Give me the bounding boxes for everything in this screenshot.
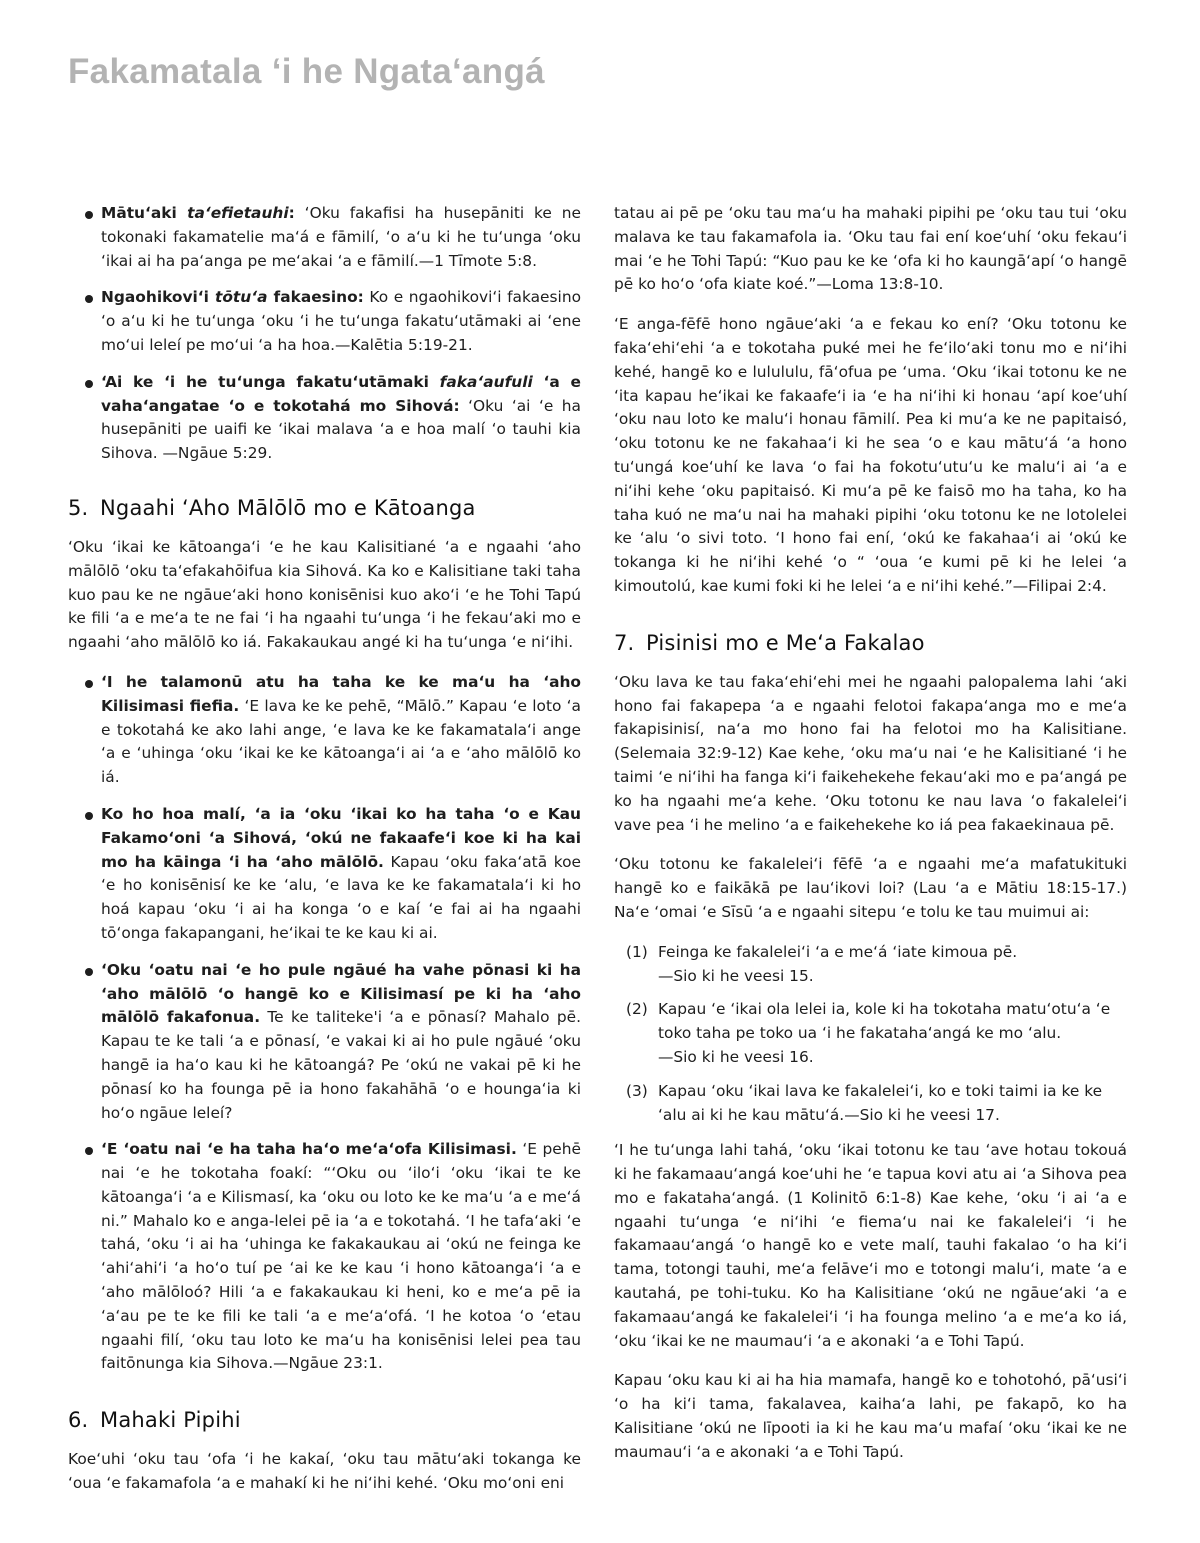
bullet-text: Kapau ʻoku fakaʻatā koe ʻe ho konisēnisí ke ke ʻalu, ʻe lava ke ke fakamatalaʻi ki ho hoá kapau ʻoku ʻi ai ha konga ʻo e kaí ʻe fai ai ha ngaahi tōʻonga fakapangani, heʻikai te ke kau ki ai. — [101, 852, 581, 942]
step-text: Kapau ʻe ʻikai ola lelei ia, kole ki ha tokotaha matuʻotuʻa ʻe toko taha pe toko ua ʻi he fakatahaʻangá ke mo ʻalu. — [658, 1000, 1111, 1043]
section-heading-5: 5. Ngaahi ʻAho Mālōlō mo e Kātoanga — [68, 495, 476, 520]
paragraph: tatau ai pē pe ʻoku tau maʻu ha mahaki pipihi pe ʻoku tau tui ʻoku malava ke tau fakamafola ia. ʻOku tau fai ení koeʻuhí ʻoku fekauʻi mai ʻe he Tohi Tapú: “Kuo pau ke ke ʻofa ki ho kaungāʻapí ʻo hangē pē ko hoʻo ʻofa kiate koé.”—Loma 13:8-10. — [614, 204, 1127, 294]
paragraph: ʻOku totonu ke fakaleleiʻi fēfē ʻa e ngaahi meʻa mafatukituki hangē ko e faikākā pe lauʻikovi loi? (Lau ʻa e Mātiu 18:15-17.) Naʻe ʻomai ʻe Sīsū ʻa e ngaahi sitepu ʻe tolu ke tau muimui ai: — [614, 855, 1127, 921]
bullet-item — [68, 803, 581, 946]
right-column — [614, 202, 1127, 1481]
bullet-item — [68, 371, 581, 466]
bullet-text: ʻE pehē nai ʻe he tokotaha foakí: “ʻOku ou ʻiloʻi ʻoku ʻikai te ke kātoangaʻi ʻa e Kilismasí, ka ʻoku ou loto ke ke maʻu ʻa e meʻá ni.” Mahalo ko e anga-lelei pē ia ʻa e tokotahá. ʻI he tafaʻaki ʻe tahá, ʻoku ʻi ai ha ʻuhinga ke fakakaukau ai ʻokú ne feinga ke ʻahiʻahiʻi ʻa hoʻo tuí pe ʻai ke ke kau ʻi hono kātoangaʻi ʻa e ʻaho mālōloó? Hili ʻa e fakakaukau ki heni, ko e meʻa pē ia ʻaʻau pe te ke fili ke tali ʻa e meʻaʻofá. ʻI he kotoa ʻo ʻetau ngaahi filí, ʻoku tau loto ke maʻu ha konisēnisi lelei pea tau faitōnunga kia Sihova.—Ngāue 23:1. — [101, 1140, 581, 1373]
step-reference: —Sio ki he veesi 15. — [658, 966, 814, 985]
bullet-lead: ʻE ʻoatu nai ʻe ha taha haʻo meʻaʻofa Kilisimasi. — [101, 1140, 517, 1159]
bullet-lead: Ko ho hoa malí, ʻa ia ʻoku ʻikai ko ha taha ʻo e Kau Fakamoʻoni ʻa Sihová, ʻokú ne fakaafeʻi koe ki ha kai mo ha kāinga ʻi ha ʻaho mālōlō. — [101, 804, 581, 871]
bullet-item — [68, 671, 581, 790]
bullet-item — [68, 202, 581, 273]
intro-bullet-list — [68, 202, 581, 466]
steps-list — [614, 941, 1127, 1128]
bullet-lead: ʻOku ʻoatu nai ʻe ho pule ngāué ha vahe pōnasi ki ha ʻaho mālōlō ʻo hangē ko e Kilisimasí pe ki ha ʻaho mālōlō fakafonua. — [101, 960, 581, 1027]
step-item — [614, 998, 1127, 1069]
paragraph: ʻOku lava ke tau fakaʻehiʻehi mei he ngaahi palopalema lahi ʻaki hono fai fakapepa ʻa e ngaahi felotoi fakapaʻanga mo e meʻa fakapisinisí, naʻa mo hono fai ha felotoi mo ha Kalisitiane. (Selemaia 32:9-12) Kae kehe, ʻoku maʻu nai ʻe he Kalisitiané ʻi he taimi ʻe niʻihi ha fanga kiʻi faikehekehe fekauʻaki mo e paʻangá pe ko ha ngaahi meʻa kehe. ʻOku totonu ke nau lava ʻo fakaleleiʻi vave pea ʻi he melino ʻa e faikehekehe ko iá pea fakaekinaua pē. — [614, 672, 1127, 834]
paragraph: Koeʻuhi ʻoku tau ʻofa ʻi he kakaí, ʻoku tau mātuʻaki tokanga ke ʻoua ʻe fakamafola ʻa e mahakí ki he niʻihi kehé. ʻOku moʻoni eni — [68, 1450, 581, 1493]
bullet-item — [68, 286, 581, 357]
step-number: (3) — [626, 1081, 648, 1100]
paragraph: ʻOku ʻikai ke kātoangaʻi ʻe he kau Kalisitiané ʻa e ngaahi ʻaho mālōlō ʻoku taʻefakahōifua kia Sihová. Ka ko e Kalisitiane taki taha kuo pau ke ne ngāueʻaki hono konisēnisi kuo akoʻi ʻe he Tohi Tapú ke fili ʻa e meʻa te ne fai ʻi ha ngaahi tuʻunga ʻi he fekauʻaki mo e ngaahi ʻaho mālōlō ko iá. Fakakaukau angé ki ha tuʻunga ʻe niʻihi. — [68, 537, 581, 652]
step-item — [614, 941, 1127, 989]
bullet-lead: ʻAi ke ʻi he tuʻunga fakatuʻutāmaki fakaʻaufuli ʻa e vahaʻangatae ʻo e tokotahá mo Sihová: — [101, 372, 582, 415]
bullet-lead: Mātuʻaki taʻefietauhi: — [101, 204, 295, 222]
step-number: (2) — [626, 1000, 648, 1019]
bullet-text: Te ke taliteke'i ʻa e pōnasí? Mahalo pē. Kapau te ke tali ʻa e pōnasí, ʻe vakai ki ai ho pule ngāué ʻoku hangē ia haʻo kau ki he kātoangá? Pe ʻokú ne vakai pē ki he pōnasí ko ha founga pē ia hono fakahāhā ʻo e houngaʻia ki hoʻo ngāue leleí? — [101, 1008, 581, 1122]
bullet-item — [68, 1138, 581, 1376]
section-heading-7: 7. Pisinisi mo e Meʻa Fakalao — [614, 630, 925, 655]
section-heading-6: 6. Mahaki Pipihi — [68, 1408, 241, 1433]
step-item — [614, 1080, 1127, 1128]
step-text: Feinga ke fakaleleiʻi ʻa e meʻá ʻiate kimoua pē. — [658, 942, 1018, 961]
step-reference: —Sio ki he veesi 16. — [658, 1047, 814, 1066]
bullet-text: ʻOku fakafisi ha husepāniti ke ne tokonaki fakamatelie maʻá e fāmilí, ʻo aʻu ki he tuʻunga ʻoku ʻikai ai ha paʻanga pe meʻakai ʻa e fāmilí.—1 Tīmote 5:8. — [101, 204, 582, 270]
paragraph: ʻE anga-fēfē hono ngāueʻaki ʻa e fekau ko ení? ʻOku totonu ke fakaʻehiʻehi ʻa e tokotaha puké mei he feʻiloʻaki tonu mo e niʻihi kehé, hangē ko e lulululu, fāʻofua pe ʻuma. ʻOku ʻikai totonu ke ne ʻita kapau heʻikai ke fakaafeʻi ia ʻe ha niʻihi ki honau ʻapí koeʻuhí ʻoku nau loto ke maluʻi honau fāmilí. Pea ki muʻa ke ne papitaisó, ʻoku totonu ke ne fakahaaʻi ki he sea ʻo e kau mātuʻá ʻa hono tuʻungá koeʻuhí ke lava ʻo fai ha fokotuʻutuʻu ke maluʻi ai ʻa e niʻihi kehe ʻoku papitaisó. Ki muʻa pē ke faisō mo ha taha, ko ha taha kuó ne maʻu nai ha mahaki pipihi ʻoku totonu ke ne lotolelei ke ʻalu ʻo sivi toto. ʻI hono fai ení, ʻokú ke fakahaaʻi ai ʻokú ke tokanga ki he niʻihi kehé ʻo “ ʻoua ʻe kumi pē ki he lelei ʻa kimoutolú, kae kumi foki ki he lelei ʻa e niʻihi kehé.”—Filipai 2:4. — [614, 315, 1127, 595]
holiday-bullet-list — [68, 671, 581, 1376]
bullet-text: ʻOku ʻai ʻe ha husepāniti pe uaifi ke ʻikai malava ʻa e hoa malí ʻo tauhi kia Sihova. —Ngāue 5:29. — [101, 396, 581, 463]
bullet-lead: ʻI he talamonū atu ha taha ke ke maʻu ha ʻaho Kilisimasi fiefia. — [101, 672, 581, 715]
paragraph: ʻI he tuʻunga lahi tahá, ʻoku ʻikai totonu ke tau ʻave hotau tokouá ki he fakamaauʻangá koeʻuhi he ʻe tapua kovi atu ai ʻa Sihova pea mo e fakatahaʻangá. (1 Kolinitō 6:1-8) Kae kehe, ʻoku ʻi ai ʻa e ngaahi tuʻunga ʻe niʻihi ʻe fiemaʻu nai ke fakaleleiʻi ʻi he fakamaauʻangá ʻo hangē ko e vete malí, tauhi fakalao ʻo ha kiʻi tama, totongi tauhi, meʻa felāveʻi mo e totongi maluʻi, mate ʻa e kautahá, pe tohi-tuku. Ko ha Kalisitiane ʻokú ne ngāueʻaki ʻa e fakamaauʻangá ke fakaleleiʻi ʻi ha founga melino ʻa e meʻa ko iá, ʻoku ʻikai ke ne maumauʻi ʻa e akonaki ʻa e Tohi Tapú. — [614, 1141, 1127, 1350]
bullet-text: Ko e ngaohikoviʻi fakaesino ʻo aʻu ki he tuʻunga ʻoku ʻi he tuʻunga fakatuʻutāmaki ai ʻene moʻui leleí pe moʻui ʻa ha hoa.—Kalētia 5:19-21. — [101, 288, 581, 354]
paragraph: Kapau ʻoku kau ki ai ha hia mamafa, hangē ko e tohotohó, pāʻusiʻi ʻo ha kiʻi tama, fakalavea, kaihaʻa lahi, pe fakapō, ko ha Kalisitiane ʻokú ne līpooti ia ki he kau maʻu mafaí ʻoku ʻikai ke ne maumauʻi ʻa e akonaki ʻa e Tohi Tapú. — [614, 1371, 1127, 1461]
step-number: (1) — [626, 942, 648, 961]
page-title: Fakamatala ʻi he Ngataʻangá — [68, 52, 545, 91]
left-column — [68, 202, 581, 1512]
bullet-lead: Ngaohikoviʻi tōtuʻa fakaesino: — [101, 288, 364, 307]
bullet-text: ʻE lava ke ke pehē, “Mālō.” Kapau ʻe loto ʻa e tokotahá ke ako lahi ange, ʻe lava ke ke fakamatalaʻi ange ʻa e ʻuhinga ʻoku ʻikai ke ke kātoangaʻi ai ʻa e ʻaho mālōlō ko iá. — [101, 696, 581, 787]
bullet-item — [68, 959, 581, 1126]
step-text: Kapau ʻoku ʻikai lava ke fakaleleiʻi, ko e toki taimi ia ke ke ʻalu ai ki he kau mātuʻá.—Sio ki he veesi 17. — [658, 1081, 1103, 1124]
